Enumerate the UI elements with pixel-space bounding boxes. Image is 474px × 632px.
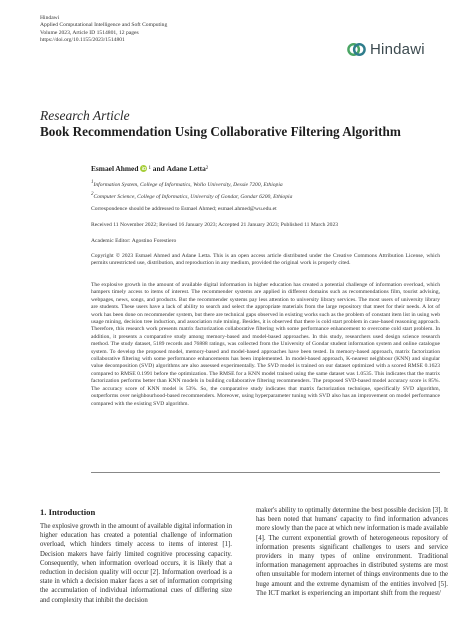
journal-header <box>40 15 167 45</box>
article-type: Research Article <box>40 108 130 123</box>
volume-line: Volume 2023, Article ID 1514801, 12 pages <box>40 29 139 36</box>
affiliations <box>91 178 292 202</box>
affiliation-2: 2Computer Science, College of Informatics, University of Gondar, Gondar 6200, Ethiopia <box>91 191 293 200</box>
abstract-text: The explosive growth in the amount of available digital information in higher education has created a potential challenge of information overload, which hampers timely access to items of interest. The recommender systems are applied in different domains such as recommendations film, tourist advising, webpages, news, songs, and products. But the recommender systems pay less attention to university library services. The most users of university library are students. These users have a lack of ability to search and select the appropriate materials from the large repository that meet for their needs. A lot of work has been done on recommender system, but there are technical gaps observed in existing works such as the problem of constant item list in using web usage mining, decision tree induction, and association rule mining. Besides, it is observed that there is cold start problem in case-based reasoning approach. Therefore, this research work presents matrix factorization collaborative filtering with some performance enhancement to overcome cold start problem. In addition, it presents a comparative study among memory-based and model-based approaches. In this study, researchers used design science research method. The study dataset, 5189 records and 76888 ratings, was collected from the University of Gondar student information system and online catalogue system. To develop the proposed model, memory-based and model-based approaches have been tested. In memory-based approach, matrix factorization collaborative filtering with some performance enhancements has been implemented. In model-based approach, K-nearest neighbour (KNN) and singular value decomposition (SVD) algorithms are also assessed experimentally. The SVD model is trained on our dataset optimized with a scored RMSE 0.1623 compared to RMSE 0.1991 before the optimization. The RMSE for a KNN model trained using the same dataset was 1.0535. This indicates that the matrix factorization performs better than KNN models in building collaborative filtering recommenders. The proposed SVD-based model accuracy score is 85%. The accuracy score of KNN model is 53%. So, the comparative study indicates that matrix factorization technique, specifically SVD algorithm, outperforms over neighbourhood-based recommenders. Moreover, using hyperparameter tuning with SVD also has an improvement on model performance compared with the existing SVD algorithm. <box>91 282 440 407</box>
author-name[interactable]: Adane Letta <box>166 164 206 173</box>
author-connector: and <box>150 164 167 173</box>
hindawi-logo <box>347 40 425 59</box>
article-title: Book Recommendation Using Collaborative Filtering Algorithm <box>40 124 401 139</box>
author-list <box>91 164 208 173</box>
author-affiliation-sup: 2 <box>205 166 209 171</box>
introduction-heading: 1. Introduction <box>40 507 96 517</box>
doi-link[interactable]: https://doi.org/10.1155/2023/1514801 <box>40 37 125 44</box>
orcid-icon[interactable]: iD <box>141 166 147 171</box>
author-name[interactable]: Esmael Ahmed <box>91 164 139 173</box>
academic-editor: Academic Editor: Agostino Forestiero <box>91 238 177 244</box>
correspondence-note: Correspondence should be addressed to Esmael Ahmed; esmael.ahmed@wu.edu.et <box>91 206 277 212</box>
section-divider <box>91 472 440 473</box>
affiliation-1: 1Information System, College of Informatics, Wollo University, Dessie 7200, Ethiopia <box>91 180 283 188</box>
journal-name: Applied Computational Intelligence and Soft Computing <box>40 22 168 29</box>
author-affiliation-sup: 1 <box>148 166 151 171</box>
publication-dates: Received 11 November 2022; Revised 16 January 2023; Accepted 21 January 2023; Published 11 March 2023 <box>91 222 339 228</box>
publisher-line: Hindawi <box>40 15 60 21</box>
hindawi-logo-icon <box>347 40 366 59</box>
intro-column-right: maker's ability to optimally determine the best possible decision [3]. It has been noted that humans' capacity to find information advances more slowly than the pace at which new information is made available [4]. The current exponential growth of heterogeneous repository of information presents significant challenges to users and service providers in many types of online environment. Traditional information management approaches in distributed systems are most often unsuitable for modern internet of things environments due to the huge amount and the extreme dynamism of the entities involved [5]. The ICT market is experiencing an important shift from the request/ <box>256 507 448 597</box>
logo-text: Hindawi <box>370 41 425 58</box>
intro-column-left: The explosive growth in the amount of available digital information in higher education has created a potential challenge of information overload, which hinders timely access to items of interest [1]. Decision makers have fairly limited cognitive processing capacity. Consequently, when information overload occurs, it is likely that a reduction in decision quality will occur [2]. Information overload is a state in which a decision maker faces a set of information comprising the accumulation of individual informational cues of differing size and complexity that inhibit the decision <box>40 523 232 604</box>
copyright-notice: Copyright © 2023 Esmael Ahmed and Adane Letta. This is an open access article distributed under the Creative Commons Attribution License, which permits unrestricted use, distribution, and reproduction in any medium, provided the original work is properly cited. <box>91 253 440 267</box>
